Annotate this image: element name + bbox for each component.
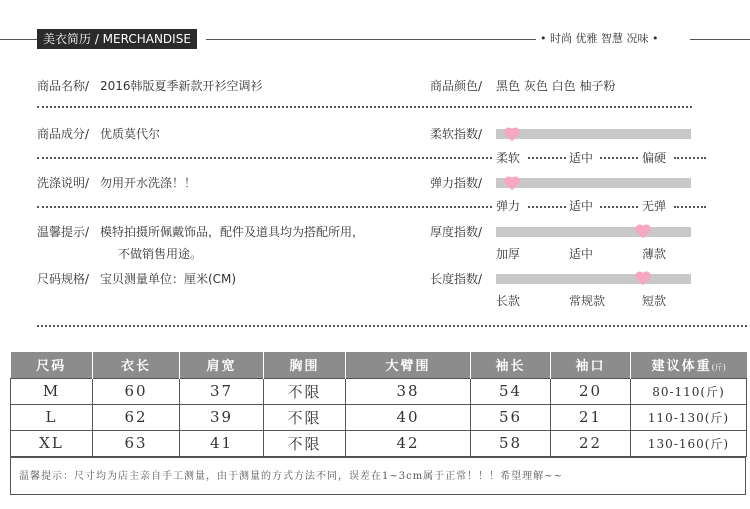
header-cuff: 袖口 (551, 352, 631, 378)
scale-dots (674, 157, 706, 159)
header-line-right (690, 39, 750, 40)
dotted-divider (37, 157, 492, 159)
length-heart-icon (634, 270, 652, 286)
elastic-mid-text: 适中 (569, 199, 594, 213)
header-weight-unit: (斤) (711, 363, 726, 373)
section-title: 美衣简历 / MERCHANDISE (37, 29, 197, 49)
table-cell: 20 (551, 378, 631, 404)
material-label: 商品成分/ (37, 127, 90, 141)
header-sleeve-length: 袖长 (471, 352, 551, 378)
table-cell: 110-130(斤) (631, 404, 747, 430)
scale-dots (600, 206, 638, 208)
soft-heart-icon (503, 126, 521, 142)
soft-right-text: 偏硬 (642, 151, 667, 165)
table-cell: 22 (551, 430, 631, 456)
thickness-scale-bar (496, 227, 691, 237)
table-cell: 54 (471, 378, 551, 404)
size-spec-value: 宝贝测量单位：厘米(CM) (100, 272, 237, 286)
elastic-scale-label: 弹力指数/ (430, 176, 483, 190)
thickness-mid-text: 适中 (569, 247, 594, 261)
scale-dots (674, 206, 706, 208)
header-weight-text: 建议体重 (651, 359, 712, 375)
table-cell: 40 (346, 404, 471, 430)
length-left-text: 长款 (496, 294, 521, 308)
product-color-label: 商品颜色/ (430, 79, 483, 93)
soft-scale-bar (496, 129, 691, 139)
size-spec-label: 尺码规格/ (37, 272, 90, 286)
length-right-text: 短款 (642, 294, 667, 308)
header-shoulder: 肩宽 (180, 352, 264, 378)
thickness-heart-icon (634, 223, 652, 239)
scale-dots (528, 157, 566, 159)
table-row (11, 404, 747, 430)
soft-left-text: 柔软 (496, 151, 521, 165)
length-scale-bar (496, 274, 691, 284)
table-row (11, 378, 747, 404)
measurement-tip: 温馨提示：尺寸均为店主亲自手工测量，由于测量的方式方法不同，误差在1~3cm属于正常！！！希望理解~~ (10, 457, 746, 495)
soft-mid-text: 适中 (569, 151, 594, 165)
table-header-row (11, 352, 747, 378)
elastic-left-text: 弹力 (496, 199, 521, 213)
soft-scale-label: 柔软指数/ (430, 127, 483, 141)
thickness-scale-label: 厚度指数/ (430, 225, 483, 239)
table-row (11, 430, 747, 456)
table-cell: 42 (346, 430, 471, 456)
notice-value-line1: 模特拍摄所佩戴饰品，配件及道具均为搭配所用， (100, 225, 365, 239)
header-upper-arm: 大臂围 (346, 352, 471, 378)
product-name-value: 2016韩版夏季新款开衫空调衫 (100, 79, 263, 93)
scale-dots (528, 206, 566, 208)
table-cell: 56 (471, 404, 551, 430)
table-cell: L (11, 404, 93, 430)
elastic-heart-icon (503, 175, 521, 191)
table-cell: 37 (180, 378, 264, 404)
elastic-scale-bar (496, 178, 691, 188)
table-cell: 不限 (264, 404, 346, 430)
header-length: 衣长 (93, 352, 180, 378)
elastic-right-text: 无弹 (642, 199, 667, 213)
header-size: 尺码 (11, 352, 93, 378)
thickness-right-text: 薄款 (642, 247, 667, 261)
table-cell: 62 (93, 404, 180, 430)
table-cell: 不限 (264, 378, 346, 404)
material-value: 优质莫代尔 (100, 127, 161, 141)
length-scale-label: 长度指数/ (430, 272, 483, 286)
table-cell: 38 (346, 378, 471, 404)
size-table (10, 352, 747, 457)
header-weight (631, 352, 747, 378)
table-cell: 41 (180, 430, 264, 456)
table-cell: 不限 (264, 430, 346, 456)
table-cell: 63 (93, 430, 180, 456)
header-line-left (0, 39, 37, 40)
notice-label: 温馨提示/ (37, 225, 90, 239)
table-cell: 21 (551, 404, 631, 430)
product-name-label: 商品名称/ (37, 79, 90, 93)
product-color-value: 黑色 灰色 白色 柚子粉 (496, 79, 616, 93)
notice-value-line2: 不做销售用途。 (118, 247, 203, 261)
header-bust: 胸围 (264, 352, 346, 378)
length-mid-text: 常规款 (569, 294, 606, 308)
header-line-middle (206, 39, 536, 40)
thickness-left-text: 加厚 (496, 247, 521, 261)
table-cell: 80-110(斤) (631, 378, 747, 404)
dotted-divider (37, 206, 492, 208)
wash-value: 勿用开水洗涤！！ (100, 176, 197, 190)
table-cell: M (11, 378, 93, 404)
dotted-divider (37, 106, 692, 108)
header-tagline: • 时尚 优雅 智慧 况味 • (540, 32, 659, 45)
wash-label: 洗涤说明/ (37, 176, 90, 190)
scale-dots (600, 157, 638, 159)
table-cell: 39 (180, 404, 264, 430)
table-cell: XL (11, 430, 93, 456)
table-cell: 58 (471, 430, 551, 456)
table-cell: 130-160(斤) (631, 430, 747, 456)
dotted-divider (37, 325, 747, 327)
table-cell: 60 (93, 378, 180, 404)
